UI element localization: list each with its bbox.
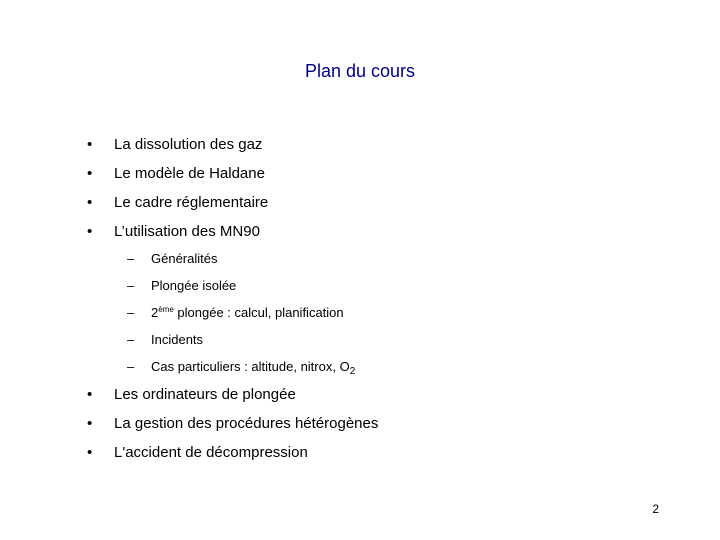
- bullet-icon: •: [87, 444, 93, 461]
- sub-item-text: 2: [151, 305, 159, 320]
- bullet-text: L'accident de décompression: [114, 444, 308, 461]
- sub-item-text: Généralités: [151, 251, 218, 266]
- superscript-text: ème: [158, 305, 174, 314]
- bullet-icon: •: [87, 223, 93, 240]
- bullet-item: [87, 386, 296, 403]
- sub-item: [127, 278, 236, 293]
- bullet-icon: •: [87, 194, 93, 211]
- subscript-text: 2: [349, 366, 356, 377]
- sub-item: [127, 251, 217, 266]
- sub-item-text: Incidents: [151, 332, 204, 347]
- sub-item-text: Cas particuliers : altitude, nitrox, O: [151, 359, 350, 374]
- sub-item-text: Plongée isolée: [151, 278, 237, 293]
- sub-item: [127, 359, 356, 377]
- bullet-item: [87, 136, 262, 153]
- bullet-item: [87, 415, 378, 432]
- sub-item-text: plongée : calcul, planification: [173, 305, 344, 320]
- bullet-item: [87, 444, 308, 461]
- bullet-text: Le cadre réglementaire: [114, 194, 269, 211]
- dash-icon: –: [127, 251, 135, 266]
- dash-icon: –: [127, 305, 135, 320]
- sub-item: [127, 332, 203, 347]
- page-number: 2: [652, 502, 659, 516]
- dash-icon: –: [127, 278, 135, 293]
- bullet-item: [87, 223, 260, 240]
- bullet-text: Le modèle de Haldane: [114, 165, 265, 182]
- bullet-text: Les ordinateurs de plongée: [114, 386, 296, 403]
- bullet-item: [87, 165, 265, 182]
- dash-icon: –: [127, 332, 135, 347]
- slide-title-text: Plan du cours: [304, 61, 416, 81]
- bullet-icon: •: [87, 386, 93, 403]
- dash-icon: –: [127, 359, 135, 374]
- bullet-icon: •: [87, 165, 93, 182]
- slide-title: [0, 61, 720, 82]
- bullet-icon: •: [87, 136, 93, 153]
- bullet-icon: •: [87, 415, 93, 432]
- sub-item: [127, 305, 344, 320]
- bullet-text: La dissolution des gaz: [114, 136, 263, 153]
- bullet-item: [87, 194, 268, 211]
- bullet-text: L’utilisation des MN90: [114, 223, 260, 240]
- bullet-text: La gestion des procédures hétérogènes: [114, 415, 379, 432]
